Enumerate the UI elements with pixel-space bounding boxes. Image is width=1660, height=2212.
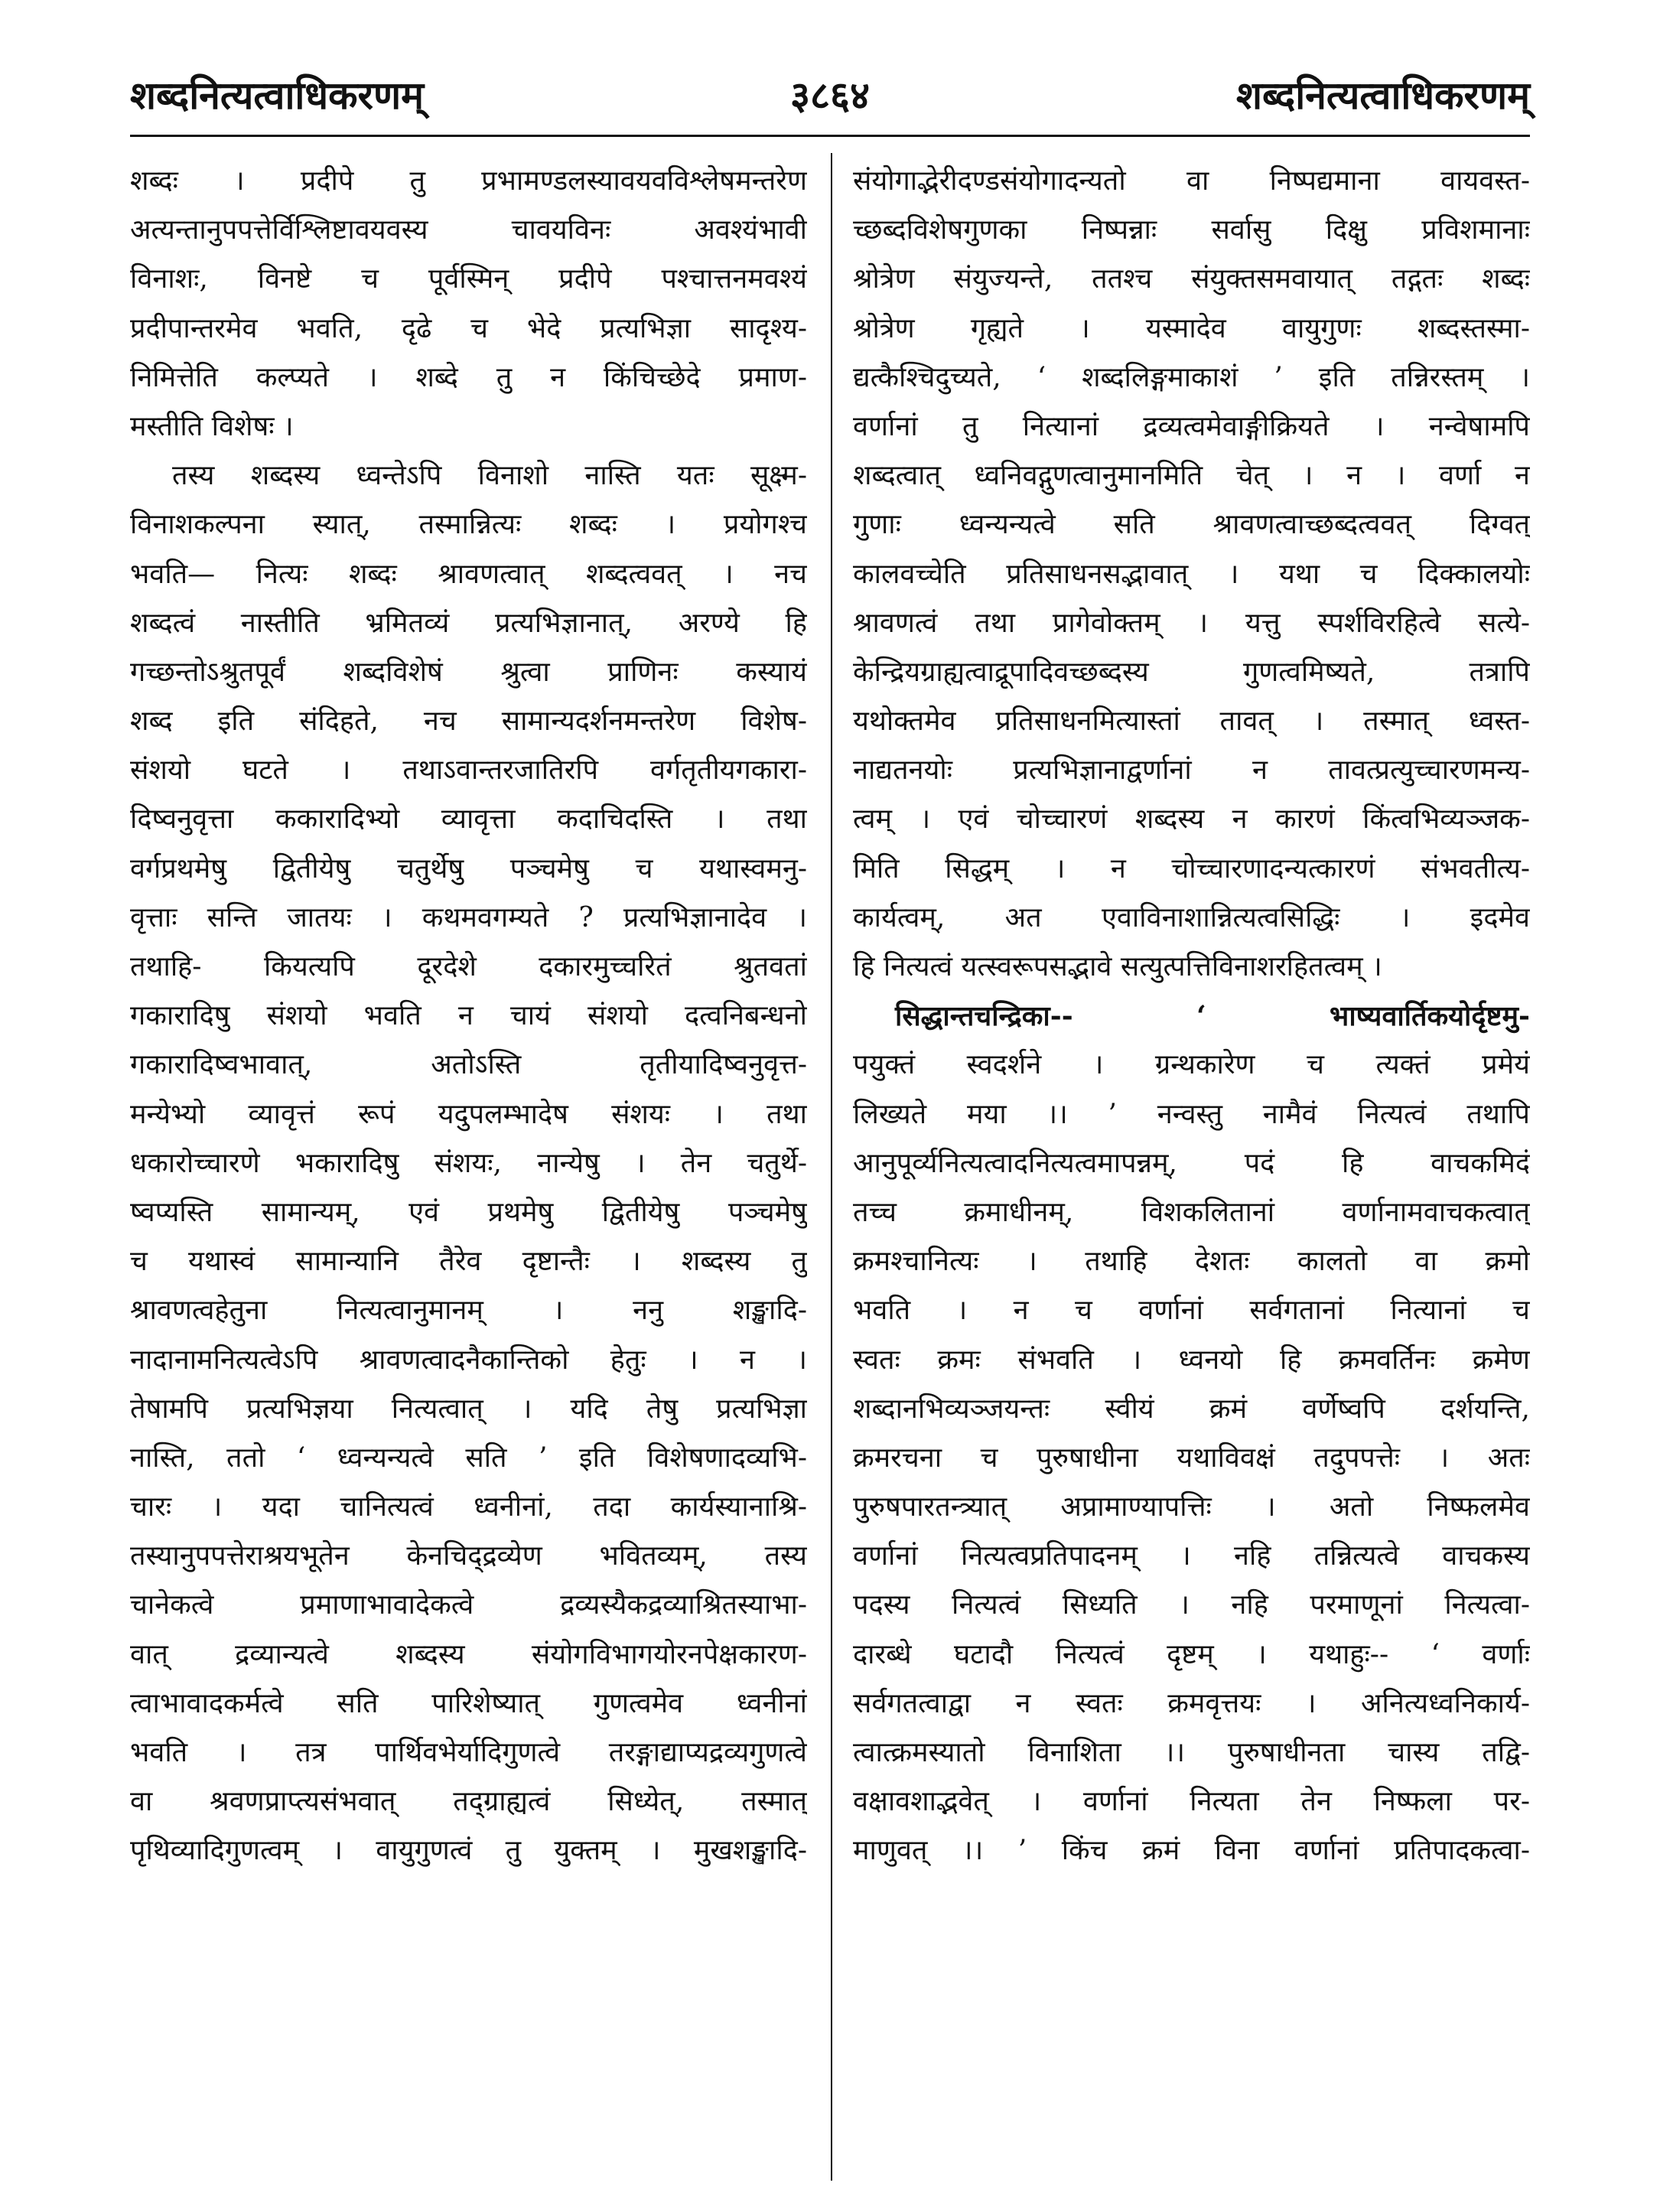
header-rule bbox=[130, 135, 1530, 137]
text-line: शब्दः । प्रदीपे तु प्रभामण्डलस्यावयवविश्लेषमन्तरेण bbox=[130, 165, 807, 197]
text-line: तेषामपि प्रत्यभिज्ञया नित्यत्वात् । यदि तेषु प्रत्यभिज्ञा bbox=[130, 1393, 807, 1425]
text-line: संशयो घटते । तथाऽवान्तरजातिरपि वर्गतृतीयगकारा- bbox=[130, 754, 807, 787]
text-line: श्रावणत्वं तथा प्रागेवोक्तम् । यत्तु स्पर्शविरहित्वे सत्ये- bbox=[853, 607, 1530, 639]
text-line: वा श्रवणप्राप्त्यसंभवात् तद्ग्राह्यत्वं सिध्येत्, तस्मात् bbox=[130, 1786, 807, 1818]
text-line: श्रोत्रेण संयुज्यन्ते, ततश्च संयुक्तसमवायात् तद्गतः शब्दः bbox=[853, 263, 1530, 295]
text-line: संयोगाद्भेरीदण्डसंयोगादन्यतो वा निष्पद्यमाना वायवस्त- bbox=[853, 165, 1530, 197]
text-line: हि नित्यत्वं यत्स्वरूपसद्भावे सत्युत्पत्तिविनाशरहितत्वम् । bbox=[853, 951, 1382, 982]
text-line: क्रमरचना च पुरुषाधीना यथाविवक्षं तदुपपत्तेः । अतः bbox=[853, 1442, 1530, 1474]
text-line: गकारादिषु संशयो भवति न चायं संशयो दत्वनिबन्धनो bbox=[130, 1000, 807, 1032]
text-line: मस्तीति विशेषः । bbox=[130, 410, 294, 442]
text-line: लिख्यते मया ।। ’ नन्वस्तु नामैवं नित्यत्वं तथापि bbox=[853, 1098, 1530, 1130]
text-line: शब्दत्वात् ध्वनिवद्गुणत्वानुमानमिति चेत् । न । वर्णा न bbox=[853, 460, 1530, 492]
text-line: तच्च क्रमाधीनम्, विशकलितानां वर्णानामवाचकत्वात् bbox=[853, 1196, 1530, 1228]
text-line: च यथास्वं सामान्यानि तैरेव दृष्टान्तैः । शब्दस्य तु bbox=[130, 1246, 807, 1278]
text-line: गुणाः ध्वन्यन्यत्वे सति श्रावणत्वाच्छब्दत्ववत् दिग्वत् bbox=[853, 509, 1530, 541]
text-line: ष्वप्यस्ति सामान्यम्, एवं प्रथमेषु द्वितीयेषु पञ्चमेषु bbox=[130, 1196, 807, 1228]
text-line: स्वतः क्रमः संभवति । ध्वनयो हि क्रमवर्तिनः क्रमेण bbox=[853, 1344, 1530, 1376]
text-line: तस्य शब्दस्य ध्वन्तेऽपि विनाशो नास्ति यतः सूक्ष्म- bbox=[172, 460, 807, 492]
page-header bbox=[130, 61, 1530, 130]
text-line: भवति । न च वर्णानां सर्वगतानां नित्यानां च bbox=[853, 1295, 1530, 1327]
text-line: वर्गप्रथमेषु द्वितीयेषु चतुर्थेषु पञ्चमेषु च यथास्वमनु- bbox=[130, 852, 807, 884]
text-line: आनुपूर्व्यनित्यत्वादनित्यत्वमापन्नम्, पदं हि वाचकमिदं bbox=[853, 1147, 1530, 1179]
text-line: शब्द इति संदिहते, नच सामान्यदर्शनमन्तरेण विशेष- bbox=[130, 705, 807, 738]
column-divider bbox=[831, 153, 832, 2181]
text-line: दिष्वनुवृत्ता ककारादिभ्यो व्यावृत्ता कदाचिदस्ति । तथा bbox=[130, 803, 807, 836]
text-line: पयुक्तं स्वदर्शने । ग्रन्थकारेण च त्यक्तं प्रमेयं bbox=[853, 1049, 1530, 1081]
text-line: पुरुषपारतन्त्र्यात् अप्रामाण्यापत्तिः । अतो निष्फलमेव bbox=[853, 1491, 1530, 1523]
text-line: सर्वगतत्वाद्वा न स्वतः क्रमवृत्तयः । अनित्यध्वनिकार्य- bbox=[853, 1687, 1530, 1719]
text-line: श्रावणत्वहेतुना नित्यत्वानुमानम् । ननु शङ्खादि- bbox=[130, 1295, 807, 1327]
text-line: विनाशकल्पना स्यात्, तस्मान्नित्यः शब्दः । प्रयोगश्च bbox=[130, 509, 807, 541]
text-line: नाद्यतनयोः प्रत्यभिज्ञानाद्वर्णानां न तावत्प्रत्युच्चारणमन्य- bbox=[853, 754, 1530, 787]
text-line: कालवच्चेति प्रतिसाधनसद्भावात् । यथा च दिक्कालयोः bbox=[853, 558, 1530, 590]
text-line: यथोक्तमेव प्रतिसाधनमित्यास्तां तावत् । तस्मात् ध्वस्त- bbox=[853, 705, 1530, 738]
text-line: भवति । तत्र पार्थिवभेर्यादिगुणत्वे तरङ्गाद्याप्यद्रव्यगुणत्वे bbox=[130, 1737, 807, 1768]
text-line: वर्णानां तु नित्यानां द्रव्यत्वमेवाङ्गीक्रियते । नन्वेषामपि bbox=[853, 410, 1530, 442]
text-line: मन्येभ्यो व्यावृत्तं रूपं यदुपलम्भादेष संशयः । तथा bbox=[130, 1098, 807, 1130]
running-title-left: शब्दनित्यत्वाधिकरणम् bbox=[130, 73, 424, 118]
text-line: क्रमश्चानित्यः । तथाहि देशतः कालतो वा क्रमो bbox=[853, 1246, 1530, 1278]
text-line: त्वात्क्रमस्यातो विनाशिता ।। पुरुषाधीनता चास्य तद्वि- bbox=[853, 1737, 1530, 1768]
text-line: तथाहि- कियत्यपि दूरदेशे दकारमुच्चरितं श्रुतवतां bbox=[130, 951, 807, 982]
text-line: वृत्ताः सन्ति जातयः । कथमवगम्यते ? प्रत्यभिज्ञानादेव । bbox=[130, 901, 807, 933]
text-line: कार्यत्वम्, अत एवाविनाशान्नित्यत्वसिद्धिः । इदमेव bbox=[853, 901, 1530, 933]
left-column bbox=[130, 157, 807, 2184]
text-line: पृथिव्यादिगुणत्वम् । वायुगुणत्वं तु युक्तम् । मुखशङ्खादि- bbox=[130, 1835, 807, 1867]
text-line: द्यत्कैश्चिदुच्यते, ‘ शब्दलिङ्गमाकाशं ’ इति तन्निरस्तम् । bbox=[853, 361, 1530, 393]
text-line: वर्णानां नित्यत्वप्रतिपादनम् । नहि तन्नित्यत्वे वाचकस्य bbox=[853, 1540, 1530, 1572]
text-line: तस्यानुपपत्तेराश्रयभूतेन केनचिद्द्रव्येण भवितव्यम्, तस्य bbox=[130, 1540, 807, 1572]
text-line: वात् द्रव्यान्यत्वे शब्दस्य संयोगविभागयोरनपेक्षकारण- bbox=[130, 1638, 807, 1670]
text-line: गकारादिष्वभावात्, अतोऽस्ति तृतीयादिष्वनुवृत्त- bbox=[130, 1049, 807, 1081]
page-number: ३८६४ bbox=[790, 73, 870, 118]
text-line: शब्दत्वं नास्तीति भ्रमितव्यं प्रत्यभिज्ञानात्, अरण्ये हि bbox=[130, 607, 807, 639]
text-line: भवति— नित्यः शब्दः श्रावणत्वात् शब्दत्ववत् । नच bbox=[130, 558, 807, 590]
text-line: प्रदीपान्तरमेव भवति, दृढे च भेदे प्रत्यभिज्ञा सादृश्य- bbox=[130, 312, 807, 344]
text-line: विनाशः, विनष्टे च पूर्वस्मिन् प्रदीपे पश्चात्तनमवश्यं bbox=[130, 263, 807, 295]
text-line: श्रोत्रेण गृह्यते । यस्मादेव वायुगुणः शब्दस्तस्मा- bbox=[853, 312, 1530, 344]
text-line: त्वाभावादकर्मत्वे सति पारिशेष्यात् गुणत्वमेव ध्वनीनां bbox=[130, 1687, 807, 1719]
text-line: माणुवत् ।। ’ किंच क्रमं विना वर्णानां प्रतिपादकत्वा- bbox=[853, 1835, 1530, 1867]
text-line: नादानामनित्यत्वेऽपि श्रावणत्वादनैकान्तिको हेतुः । न । bbox=[130, 1344, 807, 1376]
text-line: गच्छन्तोऽश्रुतपूर्वं शब्दविशेषं श्रुत्वा प्राणिनः कस्यायं bbox=[130, 656, 807, 688]
text-line: अत्यन्तानुपपत्तेर्विश्लिष्टावयवस्य चावयविनः अवश्यंभावी bbox=[130, 214, 807, 246]
text-line: नास्ति, ततो ‘ ध्वन्यन्यत्वे सति ’ इति विशेषणादव्यभि- bbox=[130, 1442, 807, 1474]
text-line: त्वम् । एवं चोच्चारणं शब्दस्य न कारणं किंत्वभिव्यञ्जक- bbox=[853, 803, 1530, 836]
text-line: धकारोच्चारणे भकारादिषु संशयः, नान्येषु । तेन चतुर्थे- bbox=[130, 1147, 807, 1179]
text-line: वक्षावशाद्भवेत् । वर्णानां नित्यता तेन निष्फला पर- bbox=[853, 1786, 1530, 1818]
text-line: निमित्तेति कल्प्यते । शब्दे तु न किंचिच्छेदे प्रमाण- bbox=[130, 361, 807, 393]
text-line: चानेकत्वे प्रमाणाभावादेकत्वे द्रव्यस्यैकद्रव्याश्रितस्याभा- bbox=[130, 1589, 807, 1621]
text-line: चारः । यदा चानित्यत्वं ध्वनीनां, तदा कार्यस्यानाश्रि- bbox=[130, 1491, 807, 1523]
text-line: पदस्य नित्यत्वं सिध्यति । नहि परमाणूनां नित्यत्वा- bbox=[853, 1589, 1530, 1621]
text-line: सिद्धान्तचन्द्रिका-- ‘ भाष्यवार्तिकयोर्दृष्टमु- bbox=[895, 1000, 1530, 1033]
text-line: मिति सिद्धम् । न चोच्चारणादन्यत्कारणं संभवतीत्य- bbox=[853, 852, 1530, 884]
text-line: दारब्धे घटादौ नित्यत्वं दृष्टम् । यथाहुः-- ‘ वर्णाः bbox=[853, 1638, 1530, 1670]
text-line: केन्द्रियग्राह्यत्वाद्रूपादिवच्छब्दस्य गुणत्वमिष्यते, तत्रापि bbox=[853, 656, 1530, 688]
running-title-right: शब्दनित्यत्वाधिकरणम् bbox=[1236, 73, 1530, 118]
text-line: शब्दानभिव्यञ्जयन्तः स्वीयं क्रमं वर्णेष्वपि दर्शयन्ति, bbox=[853, 1393, 1530, 1425]
right-column bbox=[853, 157, 1530, 2184]
text-line: च्छब्दविशेषगुणका निष्पन्नाः सर्वासु दिक्षु प्रविशमानाः bbox=[853, 214, 1530, 246]
